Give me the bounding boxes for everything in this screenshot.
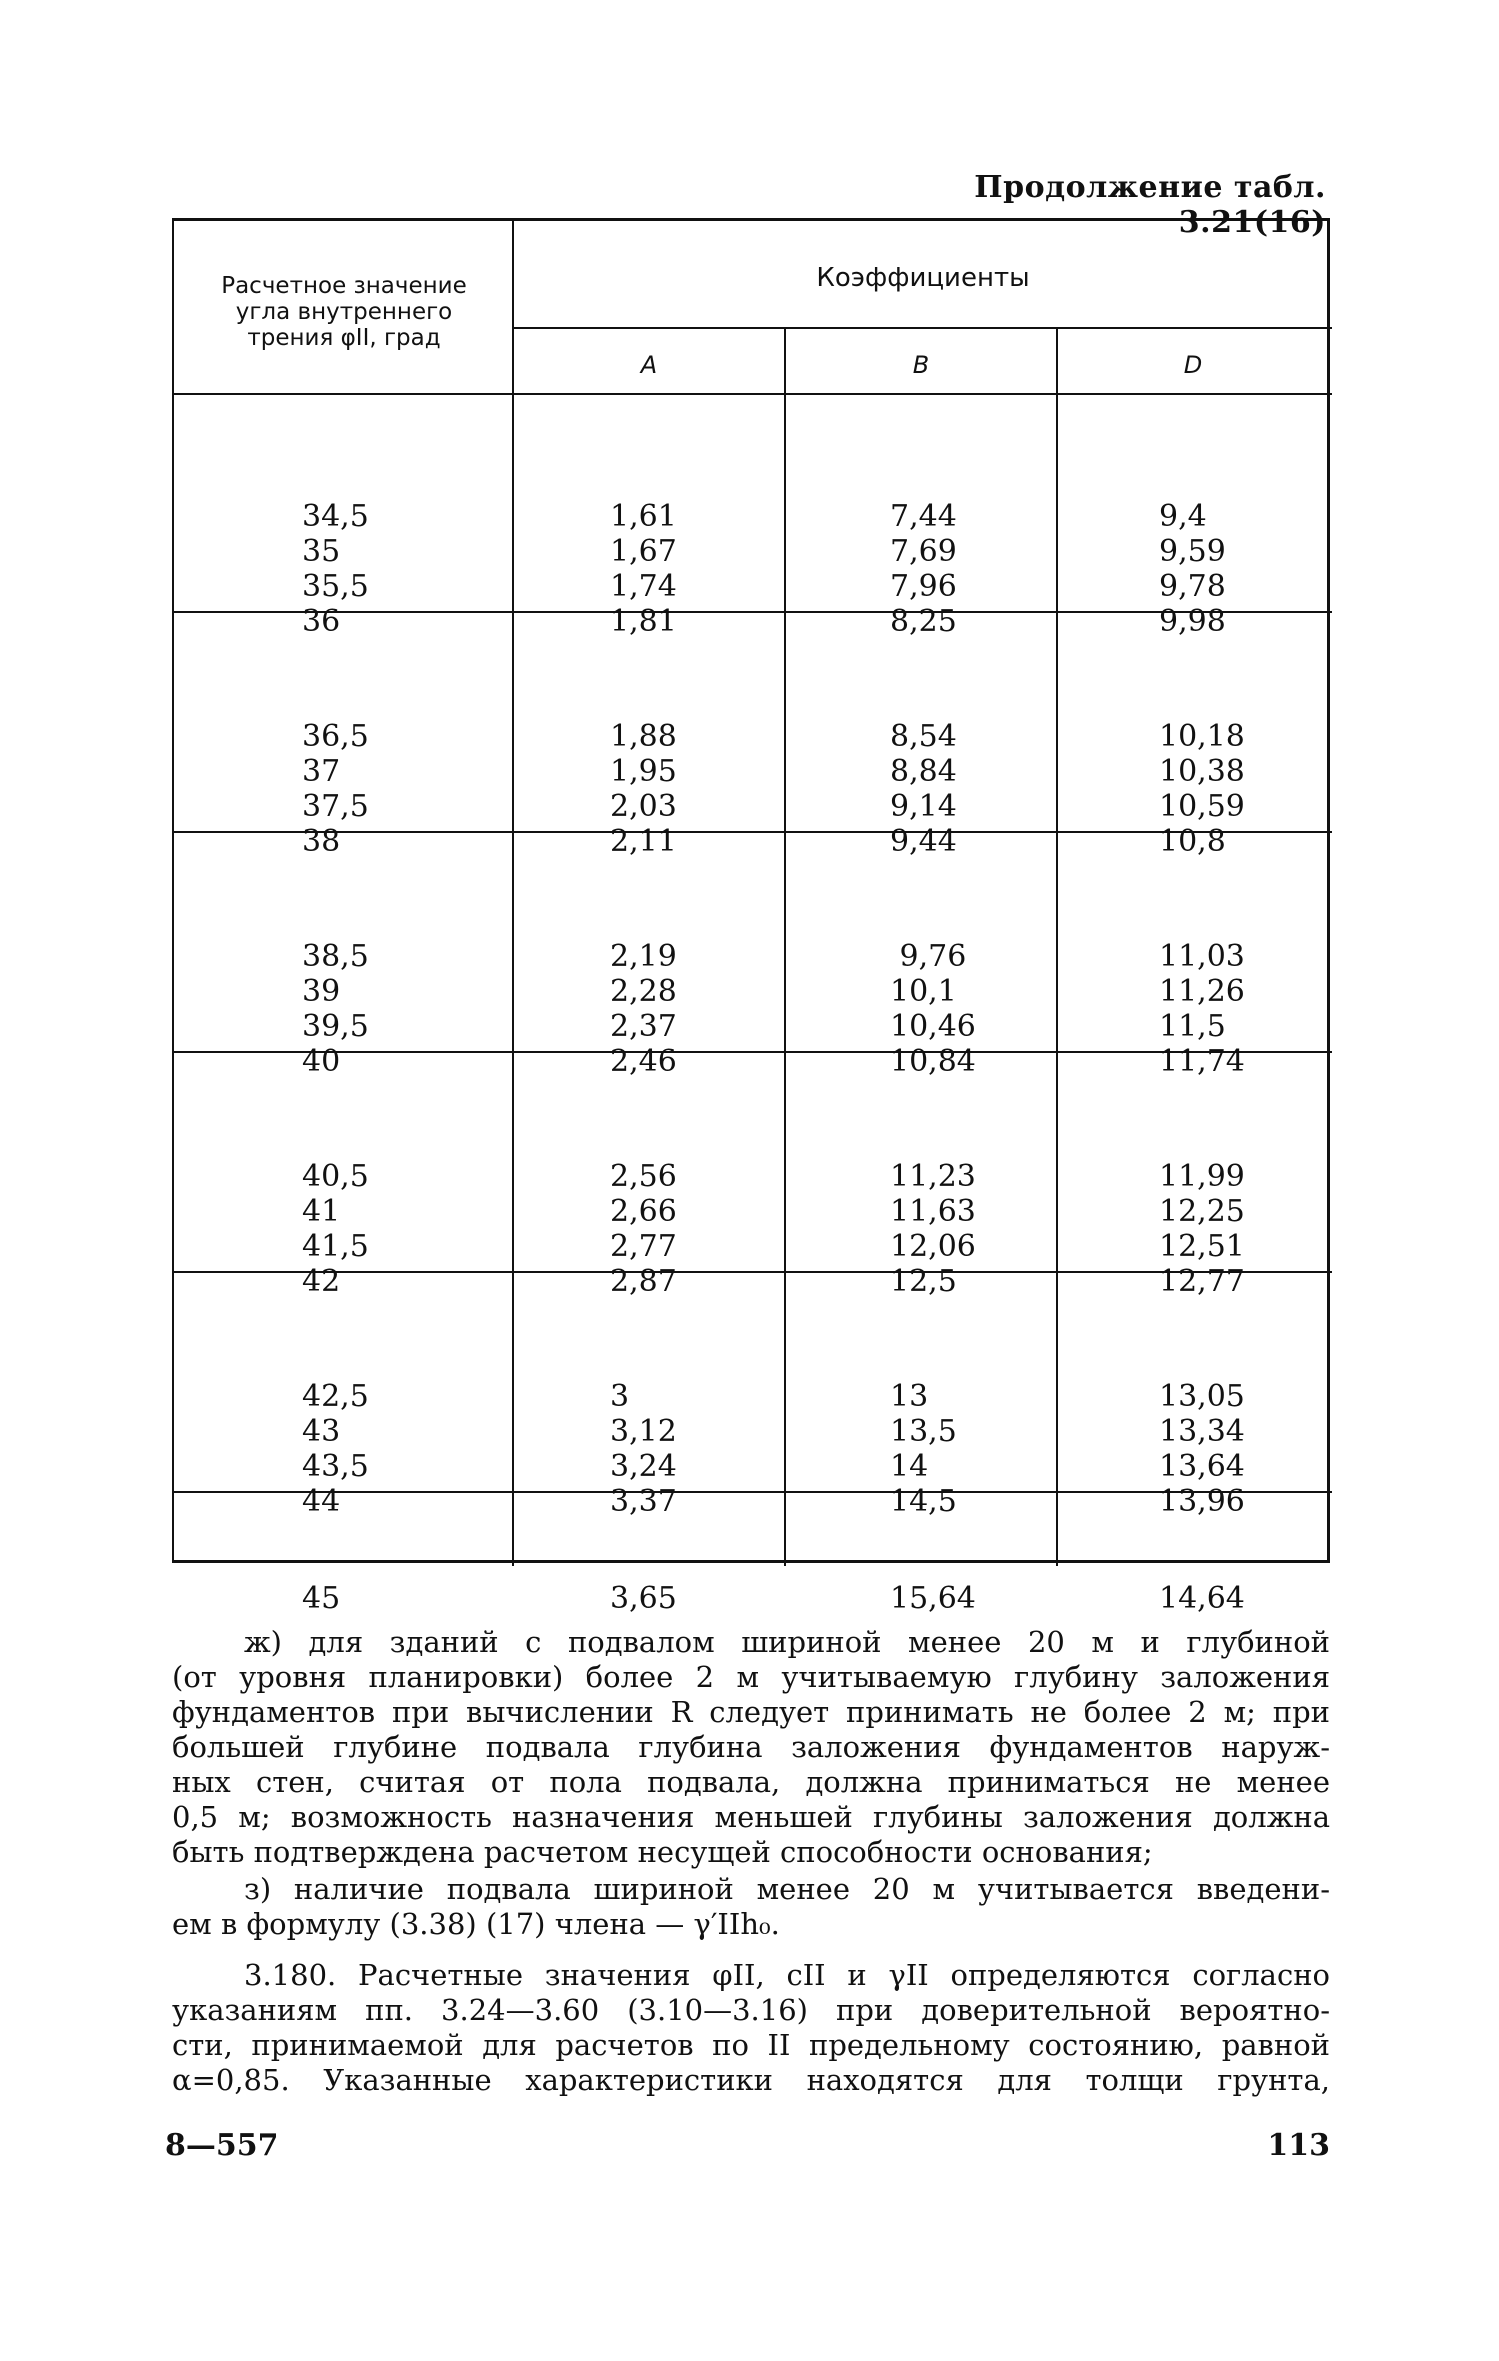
table-caption: Продолжение табл. 3.21(16) xyxy=(974,170,1326,240)
column-b-header: B xyxy=(912,351,930,379)
a-values: 1,61 1,67 1,74 1,81 xyxy=(610,499,677,639)
d-values: 11,99 12,25 12,51 12,77 xyxy=(1159,1159,1245,1299)
a-values: 3 3,12 3,24 3,37 xyxy=(610,1379,677,1519)
phi-column-header: Расчетное значение угла внутреннего трения φII, град xyxy=(221,273,467,351)
phi-values: 38,5 39 39,5 40 xyxy=(302,939,369,1079)
page-number: 113 xyxy=(1267,2128,1330,2163)
column-d-header: D xyxy=(1183,351,1203,379)
column-divider xyxy=(512,221,514,1566)
paragraph-3-180: 3.180. Расчетные значения φII, cII и γII определяются согласно указаниям пп. 3.24—3.60 (3.10—3.16) при доверительной вероятно- сти, принимаемой для расчетов по II предельному состоянию, равной α=0,85. Указанные характеристики находятся для толщи грунта, xyxy=(172,1958,1330,2097)
a-values: 1,88 1,95 2,03 2,11 xyxy=(610,719,677,859)
paragraph-zh: ж) для зданий с подвалом шириной менее 20 м и глубиной (от уровня планировки) более 2 м учитываемую глубину заложения фундаментов при вычислении R следует принимать не более 2 м; при большей глубине подвала глубина заложения фундаментов наруж- ных стен, считая от пола подвала, должна приниматься не менее 0,5 м; возможность назначения меньшей глубины заложения должна быть подтверждена расчетом несущей способности основания; xyxy=(172,1625,1330,1869)
b-values: 7,44 7,69 7,96 8,25 xyxy=(890,499,957,639)
a-values: 2,19 2,28 2,37 2,46 xyxy=(610,939,677,1079)
phi-values: 34,5 35 35,5 36 xyxy=(302,499,369,639)
phi-values: 45 xyxy=(302,1581,341,1616)
a-values: 2,56 2,66 2,77 2,87 xyxy=(610,1159,677,1299)
d-values: 9,4 9,59 9,78 9,98 xyxy=(1159,499,1226,639)
column-divider xyxy=(784,327,786,1566)
signature-mark: 8—557 xyxy=(165,2128,279,2163)
b-values: 11,23 11,63 12,06 12,5 xyxy=(890,1159,976,1299)
b-values: 13 13,5 14 14,5 xyxy=(890,1379,957,1519)
coefficients-table xyxy=(172,218,1330,1616)
b-values: 15,64 xyxy=(890,1581,976,1616)
paragraph-z: з) наличие подвала шириной менее 20 м учитывается введени- ем в формулу (3.38) (17) члена — γ′IIh₀. xyxy=(172,1872,1330,1941)
d-values: 13,05 13,34 13,64 13,96 xyxy=(1159,1379,1245,1519)
d-values: 14,64 xyxy=(1159,1581,1245,1616)
phi-values: 42,5 43 43,5 44 xyxy=(302,1379,369,1519)
column-a-header: A xyxy=(640,351,658,379)
column-divider xyxy=(1056,327,1058,1566)
coefficients-header: Коэффициенты xyxy=(816,263,1030,293)
b-values: 9,76 10,1 10,46 10,84 xyxy=(890,939,976,1079)
header-bottom-line xyxy=(174,393,1332,395)
phi-values: 36,5 37 37,5 38 xyxy=(302,719,369,859)
d-values: 10,18 10,38 10,59 10,8 xyxy=(1159,719,1245,859)
d-values: 11,03 11,26 11,5 11,74 xyxy=(1159,939,1245,1079)
a-values: 3,65 xyxy=(610,1581,677,1616)
phi-values: 40,5 41 41,5 42 xyxy=(302,1159,369,1299)
b-values: 8,54 8,84 9,14 9,44 xyxy=(890,719,957,859)
header-divider xyxy=(514,327,1332,329)
